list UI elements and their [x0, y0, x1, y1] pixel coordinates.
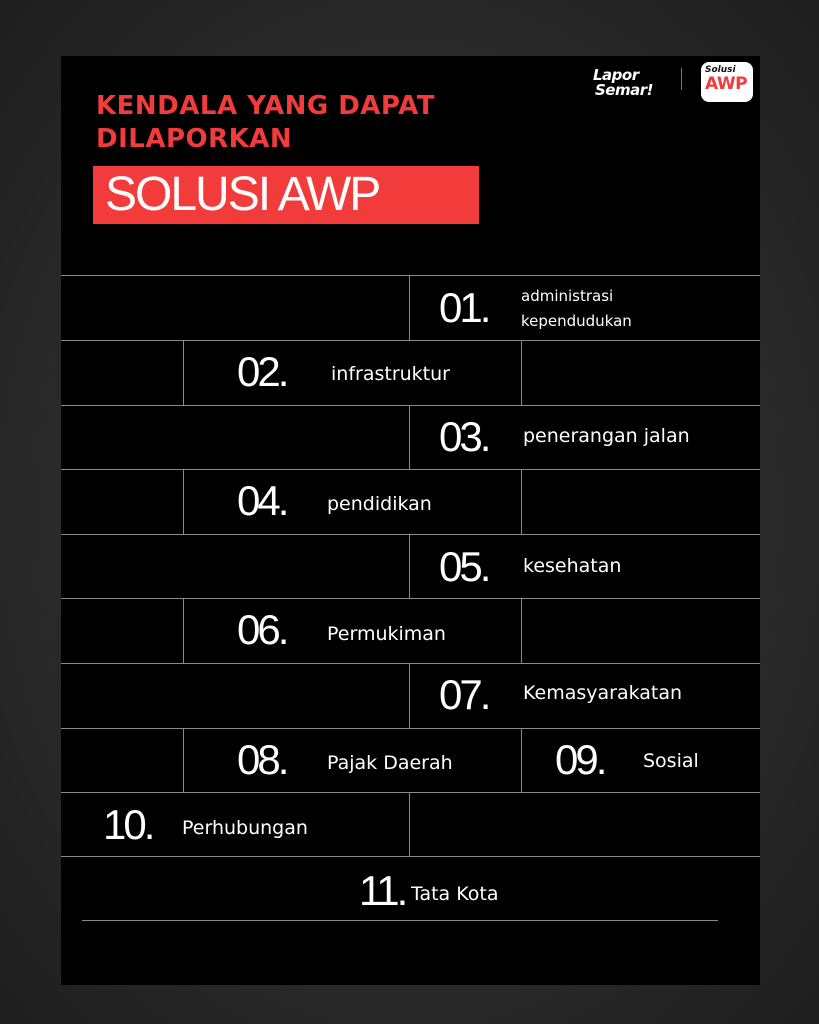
item-number-11: 11. — [359, 867, 406, 914]
grid-hline — [61, 792, 760, 793]
poster-card — [61, 56, 760, 985]
grid-hline — [61, 598, 760, 599]
logo-divider — [681, 68, 682, 90]
solusi-awp-logo-big: AWP — [705, 74, 748, 94]
solusi-awp-logo-small: Solusi — [705, 65, 736, 75]
grid-vline — [409, 405, 410, 469]
grid-vline — [409, 534, 410, 598]
grid-hline — [61, 275, 760, 276]
grid-vline — [183, 469, 184, 534]
grid-hline — [61, 534, 760, 535]
lapor-semar-logo-line2: Semar! — [595, 81, 653, 99]
grid-vline — [521, 598, 522, 663]
item-label-09: Sosial — [643, 750, 699, 772]
grid-vline — [183, 728, 184, 792]
grid-hline — [61, 340, 760, 341]
grid-hline — [82, 920, 718, 921]
grid-vline — [521, 728, 522, 792]
item-label-11: Tata Kota — [411, 883, 499, 905]
item-number-07: 07. — [439, 671, 489, 718]
lapor-semar-logo — [593, 68, 669, 102]
grid-hline — [61, 469, 760, 470]
item-label-10: Perhubungan — [182, 817, 308, 839]
solusi-awp-logo — [701, 62, 753, 102]
item-label-07: Kemasyarakatan — [523, 682, 683, 704]
grid-vline — [521, 340, 522, 405]
grid-hline — [61, 728, 760, 729]
item-label-01: administrasi kependudukan — [521, 287, 632, 330]
grid-vline — [183, 340, 184, 405]
grid-vline — [521, 469, 522, 534]
item-number-05: 05. — [439, 543, 489, 590]
lapor-semar-logo-line1: Lapor — [593, 66, 639, 84]
grid-hline — [61, 663, 760, 664]
item-number-10: 10. — [103, 801, 153, 848]
item-label-08: Pajak Daerah — [327, 752, 453, 774]
item-number-09: 09. — [555, 736, 605, 783]
item-number-02: 02. — [237, 348, 287, 395]
item-label-03: penerangan jalan — [523, 425, 690, 447]
grid-vline — [409, 663, 410, 728]
item-number-03: 03. — [439, 413, 489, 460]
grid-vline — [409, 275, 410, 340]
item-number-08: 08. — [237, 736, 287, 783]
grid-hline — [61, 405, 760, 406]
grid-hline — [61, 856, 760, 857]
item-number-01: 01. — [439, 284, 489, 331]
item-number-06: 06. — [237, 606, 287, 653]
item-label-02: infrastruktur — [331, 363, 450, 385]
page-title: KENDALA YANG DAPAT DILAPORKAN — [96, 91, 435, 154]
grid-vline — [183, 598, 184, 663]
item-label-04: pendidikan — [327, 493, 432, 515]
grid-vline — [409, 792, 410, 856]
item-number-04: 04. — [237, 477, 287, 524]
title-banner: SOLUSI AWP — [93, 166, 479, 224]
item-label-06: Permukiman — [327, 623, 446, 645]
item-label-05: kesehatan — [523, 555, 622, 577]
